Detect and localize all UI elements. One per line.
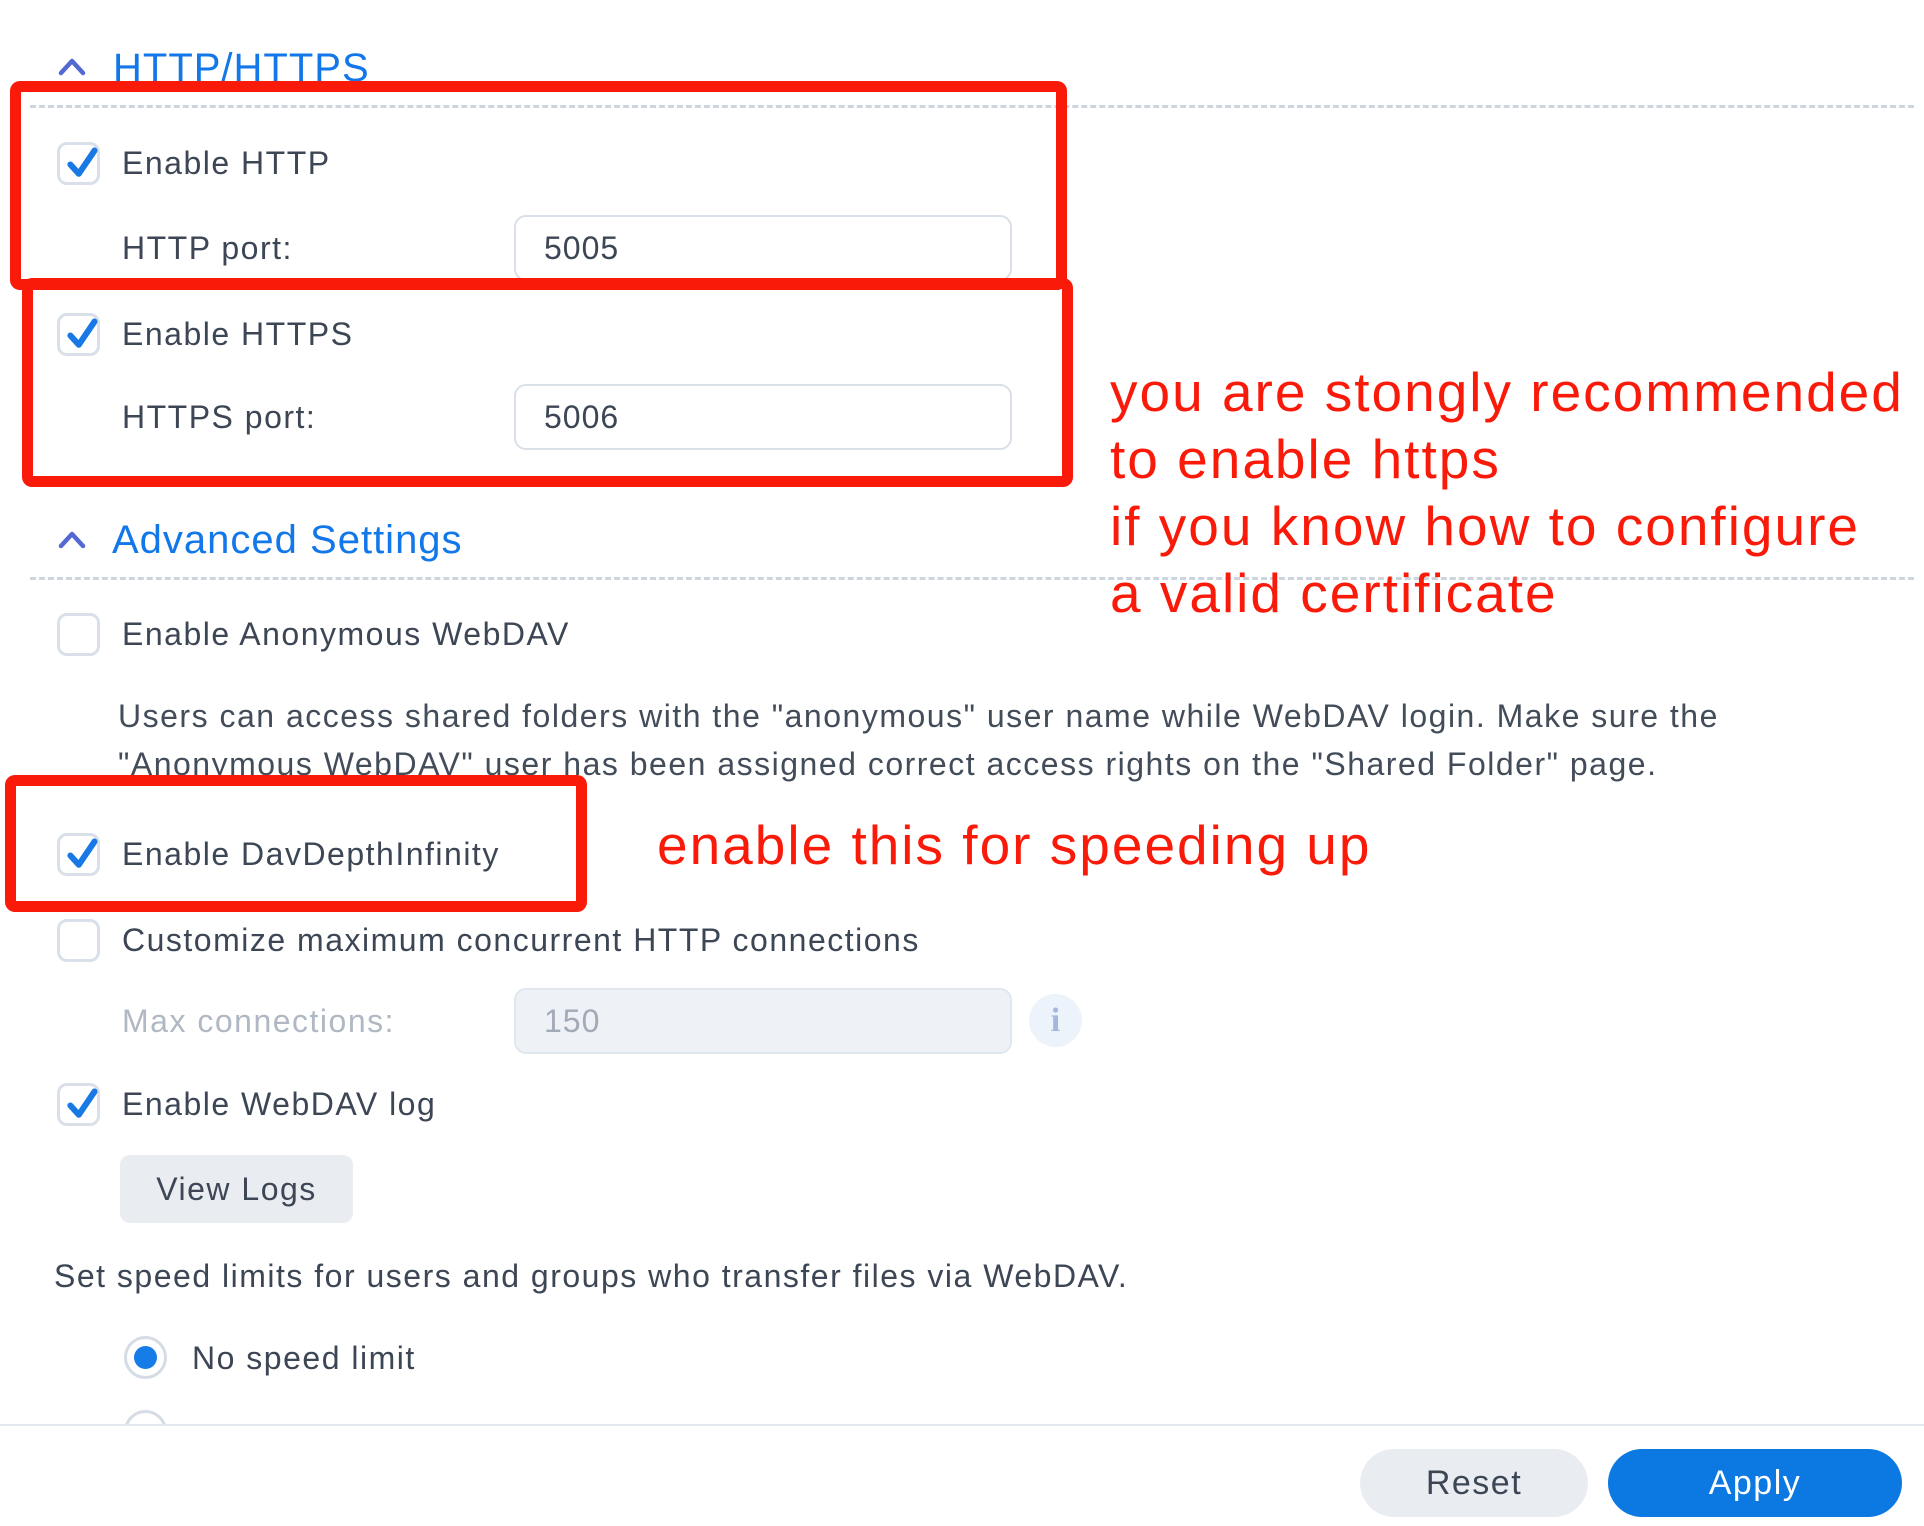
check-icon bbox=[62, 144, 102, 184]
divider-dashed-top bbox=[30, 105, 1914, 108]
enable-webdav-log-checkbox[interactable] bbox=[57, 1083, 100, 1126]
http-port-label: HTTP port: bbox=[122, 230, 293, 266]
info-icon[interactable] bbox=[1029, 994, 1082, 1047]
annotation-davdepth-note: enable this for speeding up bbox=[657, 814, 1372, 876]
enable-https-checkbox[interactable] bbox=[57, 313, 100, 356]
customize-max-connections-checkbox[interactable] bbox=[57, 919, 100, 962]
section-title-http-https[interactable]: HTTP/HTTPS bbox=[113, 46, 370, 90]
enable-davdepthinfinity-checkbox[interactable] bbox=[57, 833, 100, 876]
speed-limit-description: Set speed limits for users and groups who transfer files via WebDAV. bbox=[54, 1258, 1129, 1294]
annotation-https-note bbox=[1110, 359, 1904, 627]
enable-http-label[interactable]: Enable HTTP bbox=[122, 145, 331, 181]
info-icon-glyph: i bbox=[1050, 1001, 1061, 1039]
view-logs-button[interactable]: View Logs bbox=[120, 1155, 353, 1223]
no-speed-limit-label[interactable]: No speed limit bbox=[192, 1340, 416, 1376]
section-title-advanced-settings[interactable]: Advanced Settings bbox=[112, 518, 463, 562]
reset-button[interactable]: Reset bbox=[1360, 1449, 1588, 1517]
max-connections-input bbox=[514, 988, 1012, 1054]
enable-https-label[interactable]: Enable HTTPS bbox=[122, 316, 354, 352]
max-connections-label: Max connections: bbox=[122, 1003, 396, 1039]
footer-action-bar bbox=[0, 1424, 1924, 1526]
collapse-http-chevron-icon[interactable] bbox=[56, 55, 88, 79]
annotation-https-note-line: to enable https bbox=[1110, 428, 1501, 490]
enable-anonymous-webdav-checkbox[interactable] bbox=[57, 613, 100, 656]
enable-davdepthinfinity-label[interactable]: Enable DavDepthInfinity bbox=[122, 836, 500, 872]
check-icon bbox=[62, 835, 102, 875]
anonymous-help-line2: "Anonymous WebDAV" user has been assigned correct access rights on the "Shared Folder" page. bbox=[118, 746, 1658, 782]
radio-selected-dot bbox=[134, 1346, 157, 1369]
enable-anonymous-webdav-label[interactable]: Enable Anonymous WebDAV bbox=[122, 616, 570, 652]
customize-max-connections-label[interactable]: Customize maximum concurrent HTTP connections bbox=[122, 922, 920, 958]
check-icon bbox=[62, 1085, 102, 1125]
check-icon bbox=[62, 315, 102, 355]
collapse-advanced-chevron-icon[interactable] bbox=[56, 528, 88, 552]
https-port-input[interactable] bbox=[514, 384, 1012, 450]
annotation-box-https bbox=[22, 278, 1073, 487]
annotation-https-note-line: a valid certificate bbox=[1110, 562, 1558, 624]
enable-webdav-log-label[interactable]: Enable WebDAV log bbox=[122, 1086, 437, 1122]
anonymous-help-line1: Users can access shared folders with the "anonymous" user name while WebDAV login. Make sure the bbox=[118, 698, 1719, 734]
annotation-https-note-line: if you know how to configure bbox=[1110, 495, 1860, 557]
enable-http-checkbox[interactable] bbox=[57, 142, 100, 185]
https-port-label: HTTPS port: bbox=[122, 399, 317, 435]
annotation-https-note-line: you are stongly recommended bbox=[1110, 361, 1904, 423]
http-port-input[interactable] bbox=[514, 215, 1012, 281]
no-speed-limit-radio[interactable] bbox=[124, 1336, 167, 1379]
apply-button[interactable]: Apply bbox=[1608, 1449, 1902, 1517]
